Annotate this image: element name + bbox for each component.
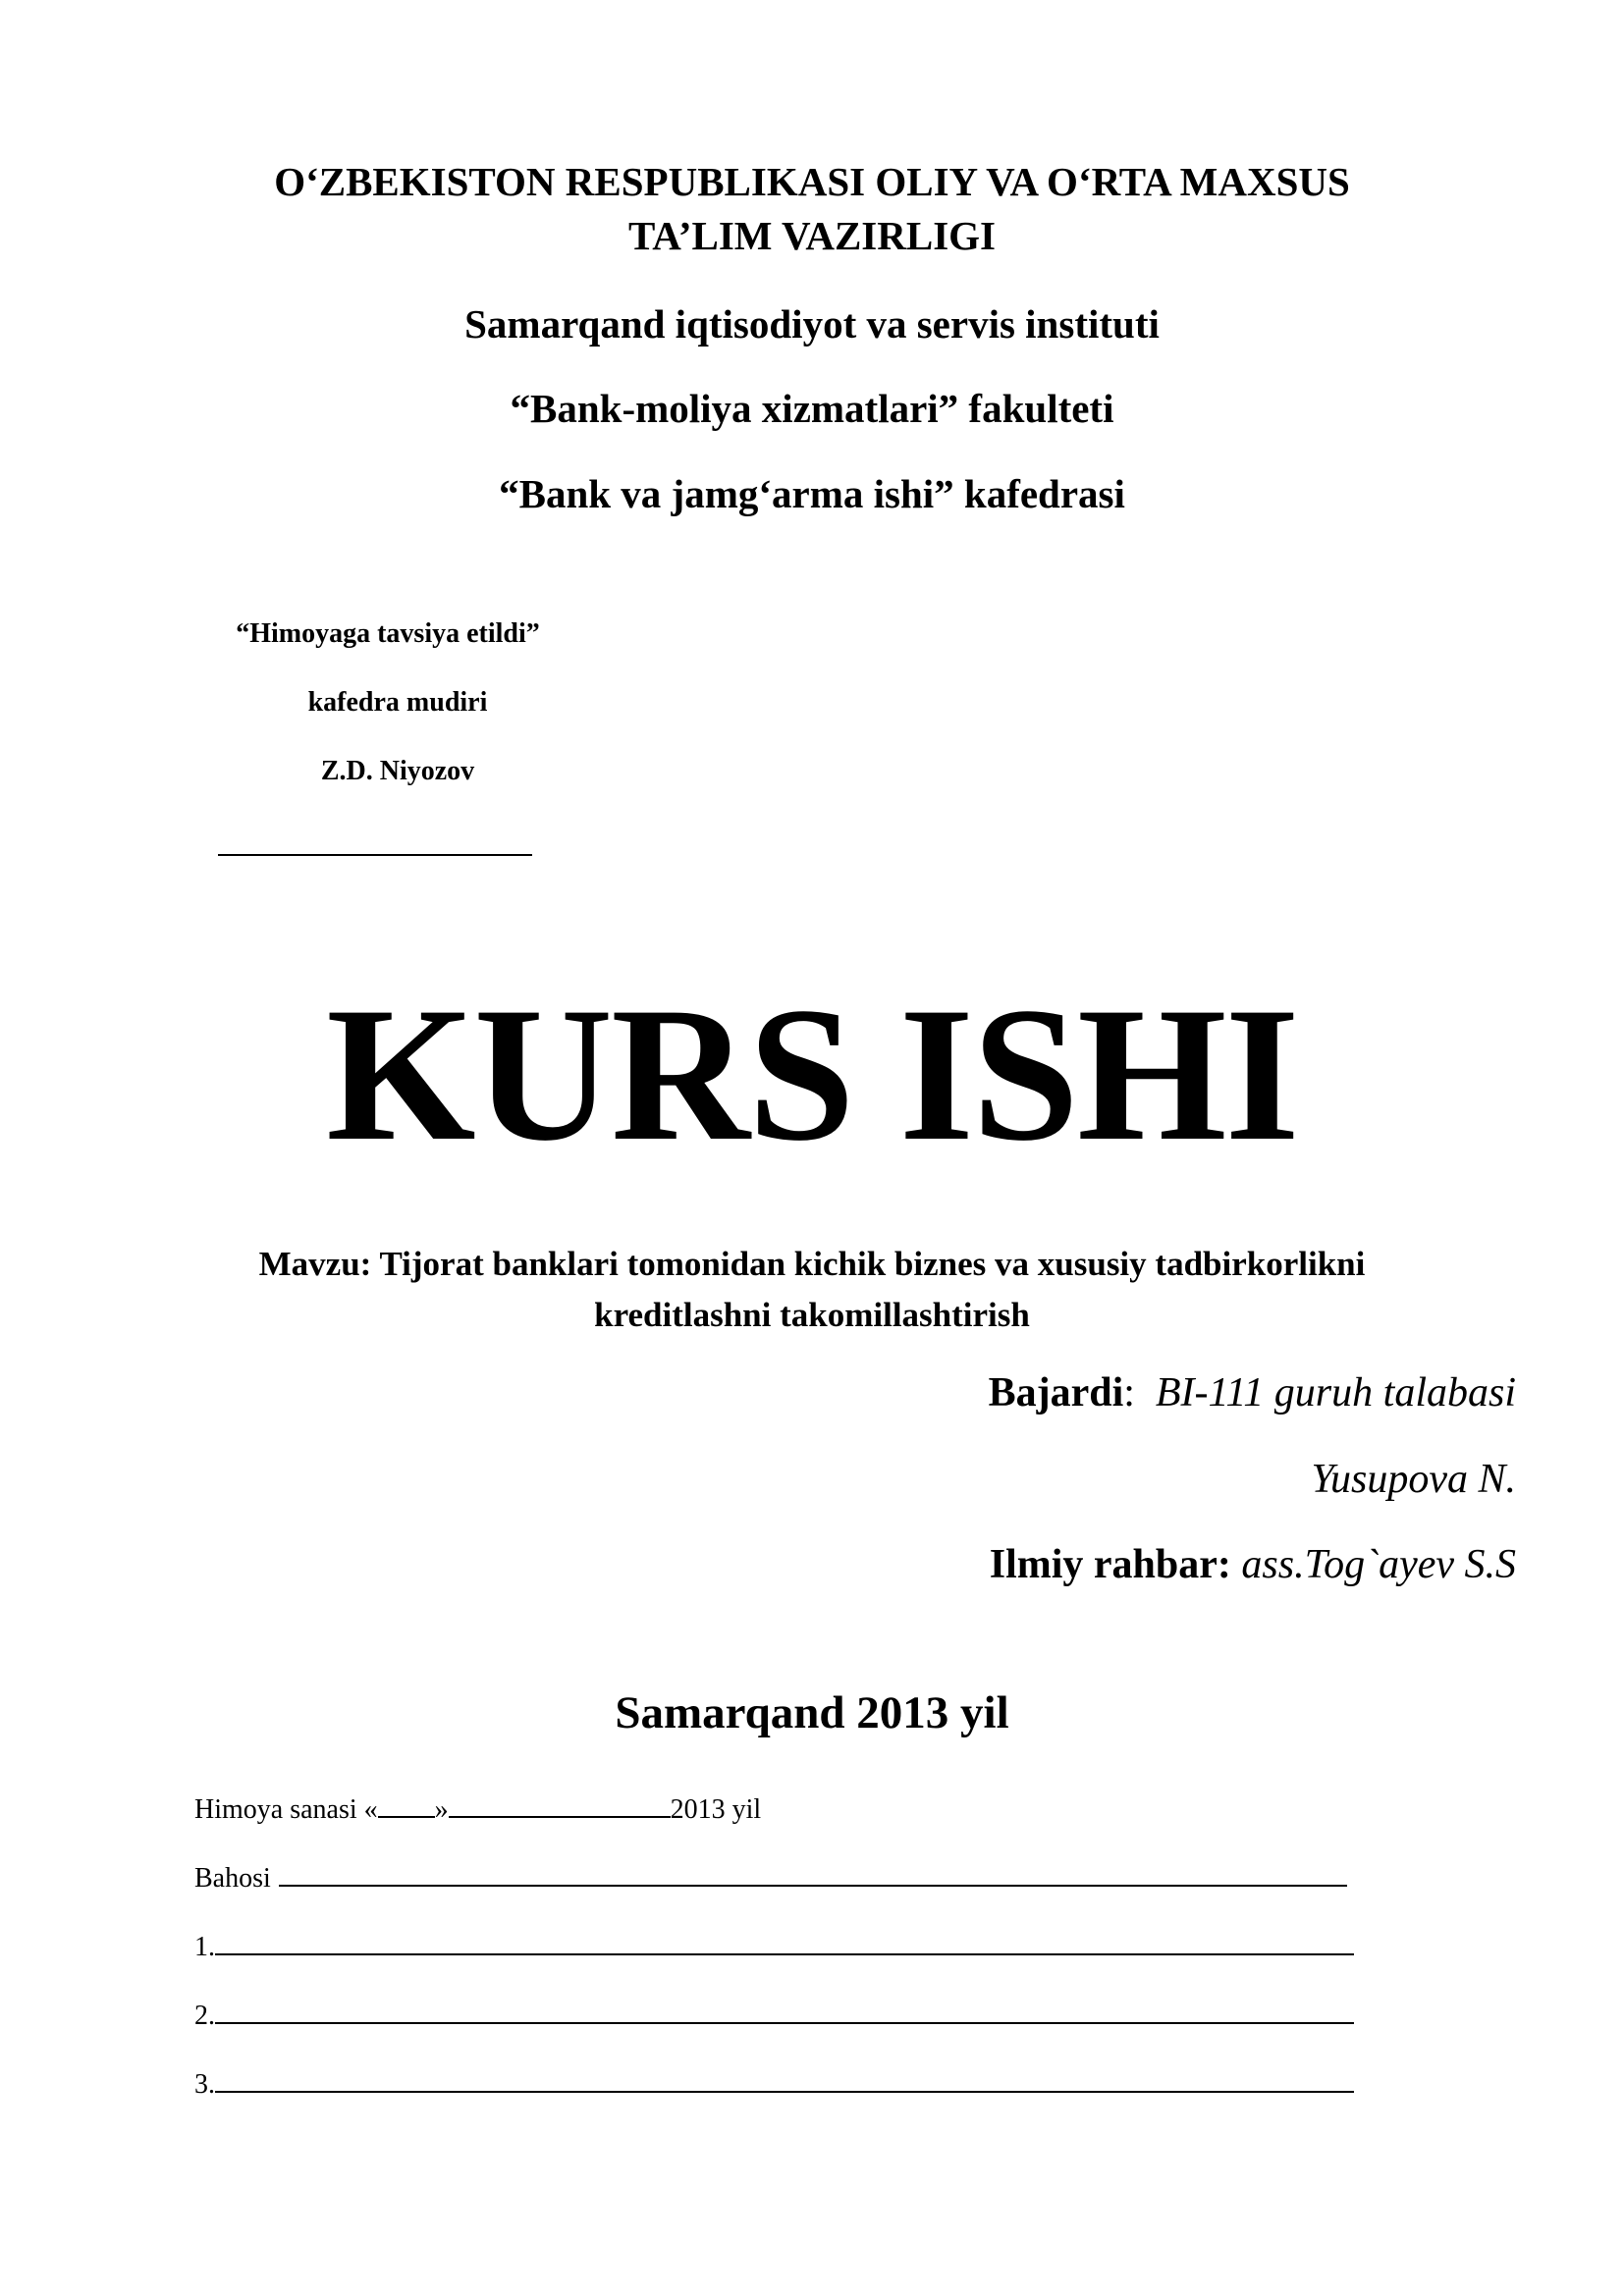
document-title: KURS ISHI [326, 968, 1298, 1181]
faculty-name: “Bank-moliya xizmatlari” fakulteti [510, 386, 1114, 431]
signature-row-2 [194, 1995, 1354, 2032]
signature-blank-1 [215, 1926, 1354, 1955]
ministry-heading [0, 155, 1624, 263]
signature-blank-2 [215, 1995, 1354, 2024]
grade-row [194, 1857, 1347, 1895]
signature-number-2: 2. [194, 2001, 215, 2031]
supervisor-name: ass.Tog`ayev S.S [1241, 1542, 1516, 1587]
defense-month-blank [449, 1789, 671, 1818]
approval-head-title: kafedra mudiri [307, 687, 488, 718]
author-name: Yusupova N. [1311, 1457, 1516, 1502]
author-group: BI-111 guruh talabasi [1155, 1370, 1516, 1415]
signature-row-3 [194, 2063, 1354, 2101]
supervisor-label: Ilmiy rahbar: [989, 1542, 1231, 1587]
topic [0, 1239, 1624, 1341]
supervisor-row [990, 1541, 1516, 1588]
signature-number-1: 1. [194, 1932, 215, 1962]
signature-row-1 [194, 1926, 1354, 1963]
defense-day-blank [378, 1789, 435, 1818]
ministry-line-2: TA’LIM VAZIRLIGI [627, 213, 997, 258]
grade-blank [279, 1857, 1347, 1887]
topic-line-1: Mavzu: Tijorat banklari tomonidan kichik biznes va xususiy tadbirkorlikni [258, 1245, 1366, 1283]
topic-line-2: kreditlashni takomillashtirish [594, 1296, 1030, 1334]
defense-date-mid: » [434, 1794, 449, 1825]
author-separator: : [1123, 1370, 1135, 1415]
institute-name: Samarqand iqtisodiyot va servis instituti [464, 301, 1160, 347]
signature-line [218, 854, 532, 856]
approval-recommended: “Himoyaga tavsiya etildi” [236, 618, 540, 649]
author-label: Bajardi [988, 1370, 1124, 1415]
defense-date-prefix: Himoya sanasi « [194, 1794, 378, 1825]
signature-number-3: 3. [194, 2069, 215, 2100]
signature-blank-3 [215, 2063, 1354, 2093]
author-group-row [989, 1369, 1516, 1416]
approval-head-name: Z.D. Niyozov [320, 756, 475, 786]
grade-label: Bahosi [194, 1863, 271, 1894]
city-year: Samarqand 2013 yil [615, 1687, 1009, 1738]
department-name: “Bank va jamg‘arma ishi” kafedrasi [499, 471, 1125, 516]
defense-date-suffix: 2013 yil [670, 1794, 762, 1825]
ministry-line-1: O‘ZBEKISTON RESPUBLIKASI OLIY VA O‘RTA MAXSUS [274, 159, 1350, 204]
defense-date-row [194, 1789, 761, 1826]
